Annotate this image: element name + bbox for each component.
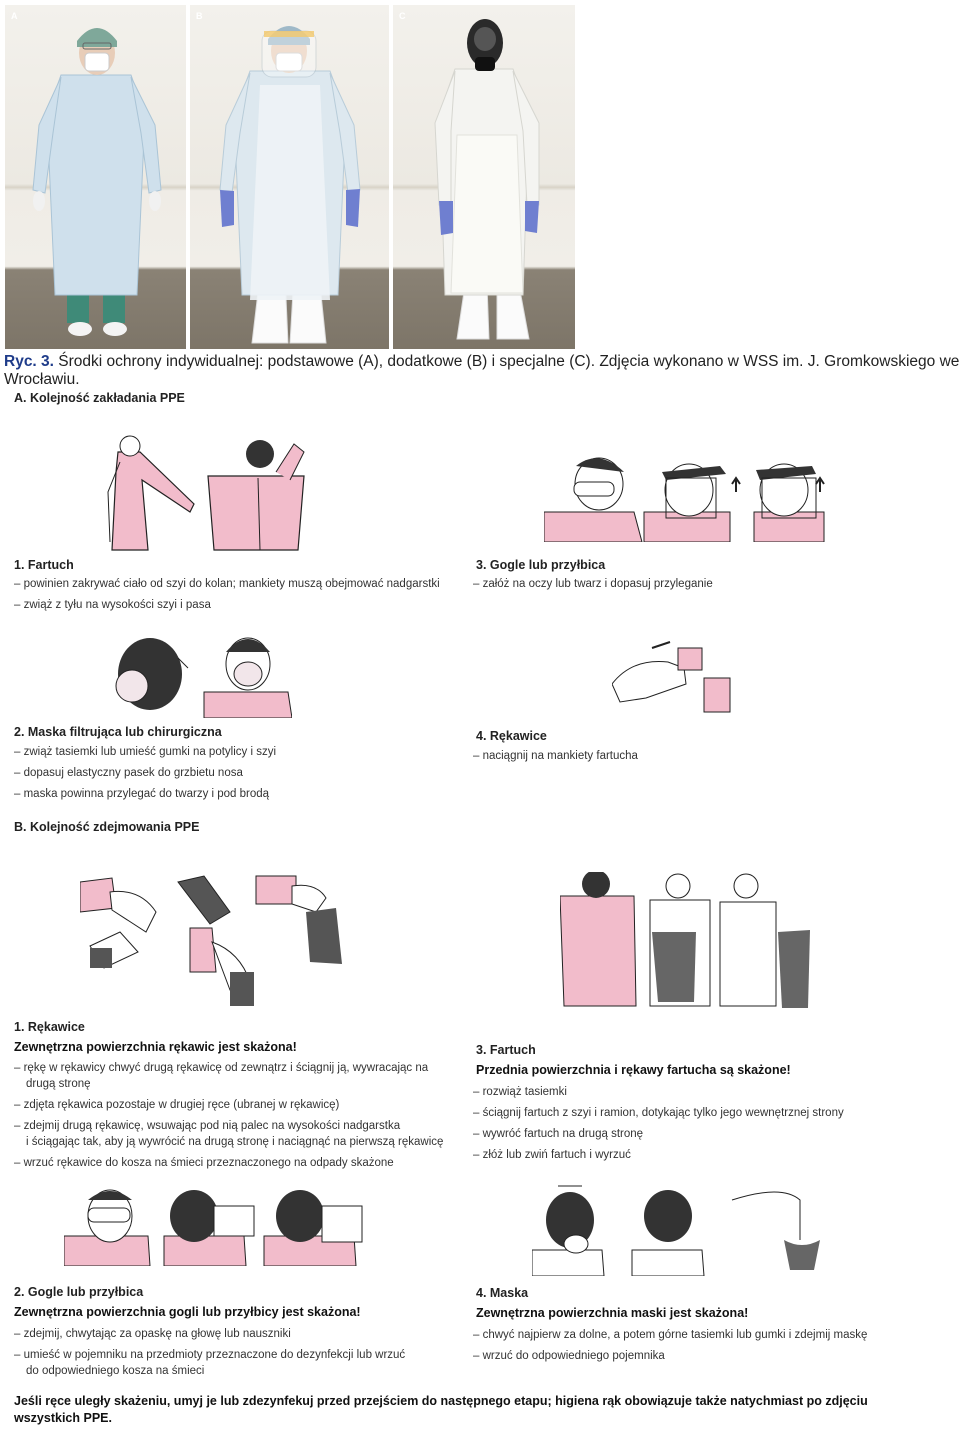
person-additional-ppe-figure bbox=[190, 5, 389, 349]
b-step1-line2: drugą stronę bbox=[26, 1078, 91, 1090]
figure-caption bbox=[4, 353, 960, 389]
a-step4-line1: – naciągnij na mankiety fartucha bbox=[473, 750, 638, 762]
photo-b-additional-ppe bbox=[190, 5, 389, 349]
b-step2-line3: do odpowiedniego kosza na śmieci bbox=[26, 1365, 205, 1377]
b-step3-heading: 3. Fartuch bbox=[476, 1043, 536, 1057]
illustration-donning-goggles bbox=[544, 452, 830, 542]
figure-label: Ryc. 3. bbox=[4, 353, 54, 370]
photo-c-special-ppe bbox=[393, 5, 575, 349]
b-step3-line1: – rozwiąż tasiemki bbox=[473, 1086, 567, 1098]
b-step3-warning: Przednia powierzchnia i rękawy fartucha są skażone! bbox=[476, 1063, 791, 1077]
illustration-donning-gown bbox=[98, 432, 310, 552]
a-step4-heading: 4. Rękawice bbox=[476, 729, 547, 743]
person-basic-ppe-figure bbox=[5, 5, 186, 349]
b-step1-line1: – rękę w rękawicy chwyć drugą rękawicę od zewnątrz i ściągnij ją, wywracając na bbox=[14, 1062, 429, 1074]
a-step1-heading: 1. Fartuch bbox=[14, 558, 74, 572]
b-step3-line2: – ściągnij fartuch z szyi i ramion, dotykając tylko jego wewnętrznej strony bbox=[473, 1107, 844, 1119]
photo-a-basic-ppe bbox=[5, 5, 186, 349]
photo-label-b: B bbox=[196, 11, 203, 21]
a-step3-line1: – załóż na oczy lub twarz i dopasuj przyleganie bbox=[473, 578, 713, 590]
a-step2-line3: – maska powinna przylegać do twarzy i pod brodą bbox=[14, 788, 270, 800]
b-step4-warning: Zewnętrzna powierzchnia maski jest skażona! bbox=[476, 1306, 749, 1320]
b-step3-line4: – złóż lub zwiń fartuch i wyrzuć bbox=[473, 1149, 631, 1161]
illustration-doffing-goggles bbox=[64, 1186, 366, 1266]
b-step4-line2: – wrzuć do odpowiedniego pojemnika bbox=[473, 1350, 665, 1362]
b-step3-line3: – wywróć fartuch na drugą stronę bbox=[473, 1128, 644, 1140]
photo-label-c: C bbox=[399, 11, 406, 21]
b-step2-line2: – umieść w pojemniku na przedmioty przeznaczone do dezynfekcji lub wrzuć bbox=[14, 1349, 406, 1361]
a-step2-heading: 2. Maska filtrująca lub chirurgiczna bbox=[14, 725, 222, 739]
b-step1-line5: i ściągając tak, aby ją wywrócić na drugą stronę i naciągnąć na pierwszą rękawicę bbox=[26, 1136, 444, 1148]
illustration-donning-gloves bbox=[612, 628, 732, 716]
person-special-ppe-figure bbox=[393, 5, 575, 349]
b-step1-heading: 1. Rękawice bbox=[14, 1020, 85, 1034]
figure-caption-text: Środki ochrony indywidualnej: podstawowe (A), dodatkowe (B) i specjalne (C). Zdjęcia wykonano w WSS im. J. Gromkowskiego we Wrocławiu. bbox=[4, 353, 960, 388]
illustration-doffing-gown bbox=[560, 872, 814, 1012]
a-step1-line2: – zwiąż z tyłu na wysokości szyi i pasa bbox=[14, 599, 211, 611]
section-a-title: A. Kolejność zakładania PPE bbox=[14, 391, 185, 405]
illustration-donning-mask bbox=[108, 628, 292, 718]
b-step1-line6: – wrzuć rękawice do kosza na śmieci przeznaczonego na odpady skażone bbox=[14, 1157, 394, 1169]
b-step2-line1: – zdejmij, chwytając za opaskę na głowę lub nauszniki bbox=[14, 1328, 291, 1340]
b-step2-heading: 2. Gogle lub przyłbica bbox=[14, 1285, 144, 1299]
b-step1-warning: Zewnętrzna powierzchnia rękawic jest skażona! bbox=[14, 1040, 297, 1054]
hand-hygiene-note: Jeśli ręce uległy skażeniu, umyj je lub zdezynfekuj przed przejściem do następnego etapu; higiena rąk obowiązuje także natychmiast po zdjęciu wszystkich PPE. bbox=[14, 1394, 868, 1425]
a-step2-line2: – dopasuj elastyczny pasek do grzbietu nosa bbox=[14, 767, 243, 779]
illustration-doffing-gloves bbox=[80, 872, 344, 1010]
b-step2-warning: Zewnętrzna powierzchnia gogli lub przyłbicy jest skażona! bbox=[14, 1305, 361, 1319]
a-step2-line1: – zwiąż tasiemki lub umieść gumki na potylicy i szyi bbox=[14, 746, 277, 758]
section-b-title: B. Kolejność zdejmowania PPE bbox=[14, 820, 200, 834]
b-step4-line1: – chwyć najpierw za dolne, a potem górne tasiemki lub gumki i zdejmij maskę bbox=[473, 1329, 868, 1341]
photo-label-a: A bbox=[11, 11, 18, 21]
illustration-doffing-mask bbox=[532, 1180, 822, 1276]
b-step1-line3: – zdjęta rękawica pozostaje w drugiej ręce (ubranej w rękawicę) bbox=[14, 1099, 340, 1111]
a-step3-heading: 3. Gogle lub przyłbica bbox=[476, 558, 606, 572]
b-step1-line4: – zdejmij drugą rękawicę, wsuwając pod nią palec na wysokości nadgarstka bbox=[14, 1120, 401, 1132]
b-step4-heading: 4. Maska bbox=[476, 1286, 529, 1300]
a-step1-line1: – powinien zakrywać ciało od szyi do kolan; mankiety muszą obejmować nadgarstki bbox=[14, 578, 440, 590]
